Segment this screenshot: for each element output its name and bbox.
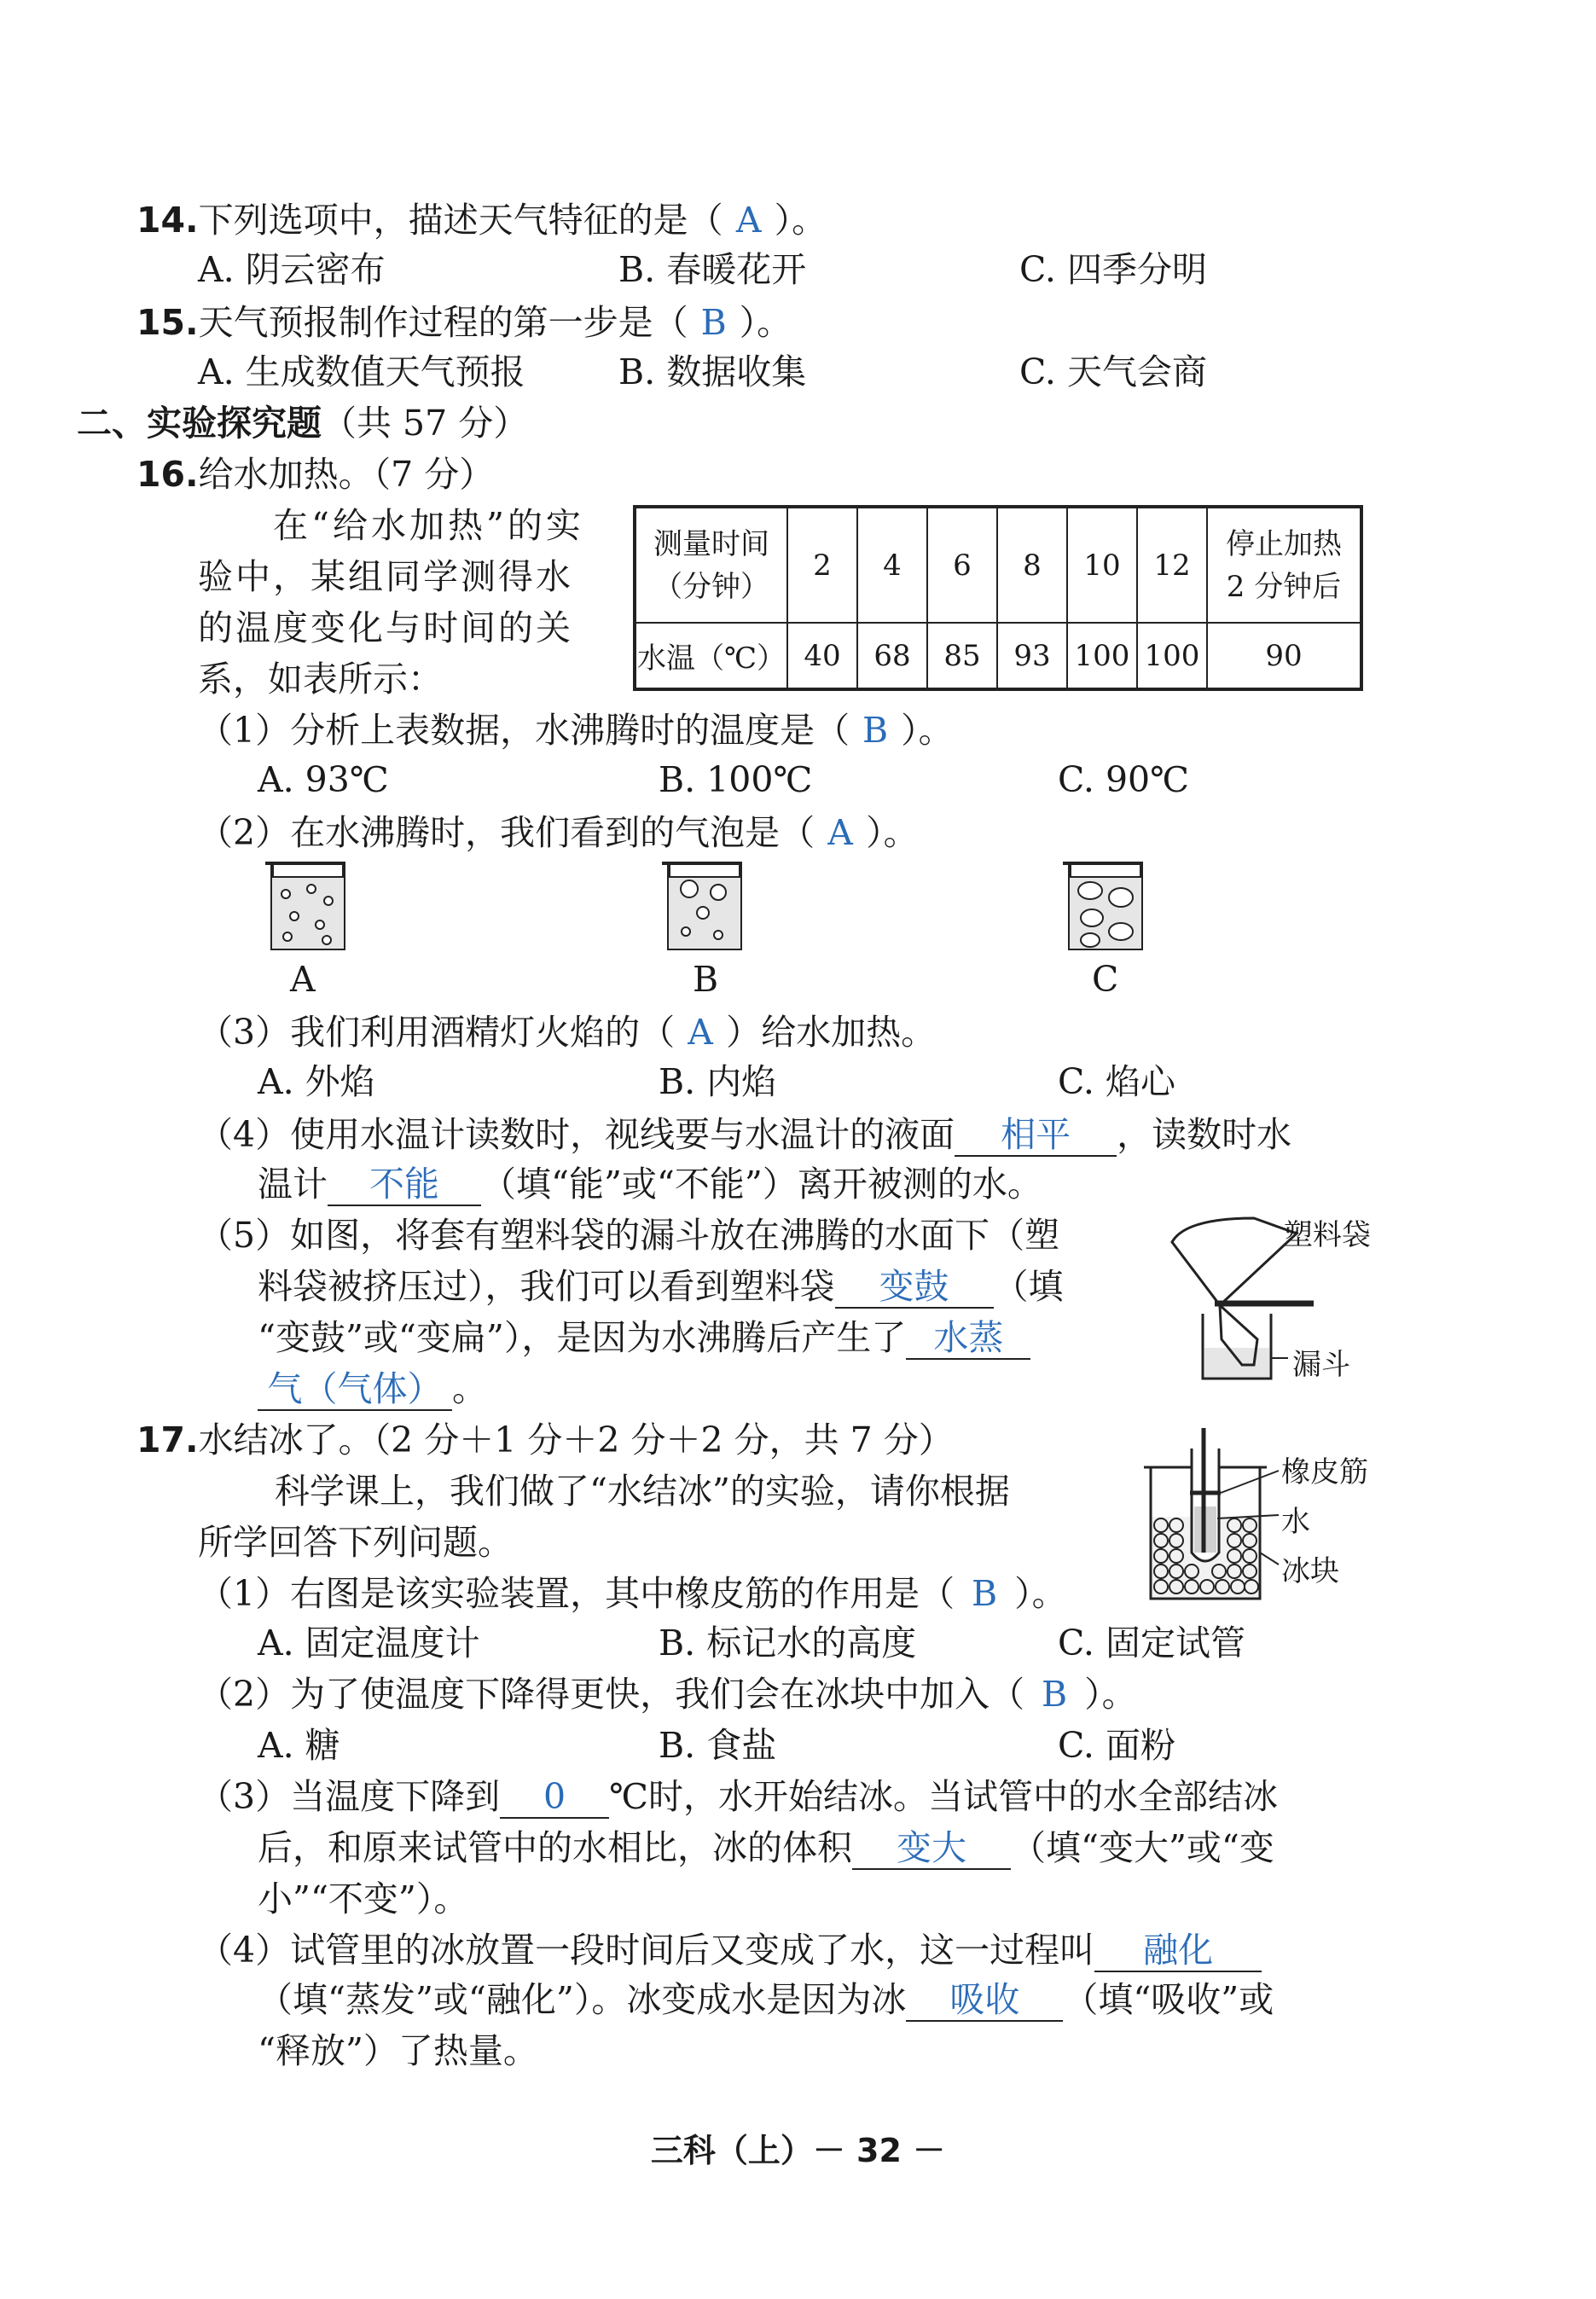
beaker-b-label: B <box>693 959 719 1000</box>
q17-p2-option-c: C. 面粉 <box>1058 1725 1175 1766</box>
q16-p4-blank-1: 相平 <box>955 1114 1117 1157</box>
q16-p2-answer: A <box>827 812 853 853</box>
q16-p1-option-c: C. 90℃ <box>1058 759 1190 800</box>
q17-p3-line-3: 小”“不变”）。 <box>258 1878 469 1919</box>
beaker-c-icon <box>1058 860 1152 954</box>
q16-p1-option-b: B. 100℃ <box>659 759 813 800</box>
beaker-b-icon <box>657 860 751 954</box>
q16-p1-option-a: A. 93℃ <box>258 759 389 800</box>
q17-p2-option-b: B. 食盐 <box>659 1725 777 1766</box>
table-time-cell: 12 <box>1137 507 1207 623</box>
beaker-c-label: C <box>1092 959 1119 1000</box>
q16-p4-blank-2: 不能 <box>328 1164 481 1206</box>
q17-intro-line-1: 科学课上，我们做了“水结冰”的实验，请你根据 <box>275 1471 1010 1512</box>
q16-p4-line-2: 温计 不能 （填“能”或“不能”）离开被测的水。 <box>258 1164 1042 1205</box>
table-header-stop: 停止加热 2 分钟后 <box>1207 507 1361 623</box>
q15-option-c: C. 天气会商 <box>1019 351 1207 392</box>
q17-p2-stem: （2）为了使温度下降得更快，我们会在冰块中加入（ B ）。 <box>198 1670 1137 1718</box>
q16-p3-stem: （3）我们利用酒精灯火焰的（ A ）给水加热。 <box>198 1008 936 1056</box>
q16-p3-option-a: A. 外焰 <box>258 1061 375 1102</box>
q16-title: 16.给水加热。（7 分） <box>136 454 495 495</box>
q14-option-a: A. 阴云密布 <box>198 249 386 290</box>
table-header-time: 测量时间 （分钟） <box>635 507 787 623</box>
q17-p3-line-1: （3）当温度下降到 0 ℃时，水开始结冰。当试管中的水全部结冰 <box>198 1776 1278 1817</box>
q16-p3-option-c: C. 焰心 <box>1058 1061 1175 1102</box>
q17-p4-line-3: “释放”）了热量。 <box>258 2030 538 2071</box>
q15-option-b: B. 数据收集 <box>618 351 807 392</box>
table-temp-cell: 85 <box>927 623 997 689</box>
q17-p2-answer: B <box>1042 1674 1068 1715</box>
q16-p3-answer: A <box>688 1012 713 1053</box>
q17-p1-option-a: A. 固定温度计 <box>258 1623 480 1663</box>
q16-intro-line-4: 系，如表所示： <box>198 659 443 700</box>
label-ice: 冰块 <box>1281 1554 1339 1588</box>
q16-intro-line-3: 的温度变化与时间的关 <box>198 607 573 648</box>
q16-p2-stem: （2）在水沸腾时，我们看到的气泡是（ A ）。 <box>198 809 919 856</box>
q16-p1-answer: B <box>862 710 889 751</box>
table-temp-cell: 93 <box>997 623 1067 689</box>
q14-stem: 14.下列选项中，描述天气特征的是（ A ）。 <box>136 196 827 244</box>
label-funnel: 漏斗 <box>1292 1348 1350 1382</box>
q16-p1-stem: （1）分析上表数据，水沸腾时的温度是（ B ）。 <box>198 706 954 754</box>
q15-option-a: A. 生成数值天气预报 <box>198 351 525 392</box>
q17-p1-option-b: B. 标记水的高度 <box>659 1623 917 1663</box>
q16-intro-line-2: 验中，某组同学测得水 <box>198 556 573 597</box>
table-temp-cell: 100 <box>1067 623 1137 689</box>
q14-answer: A <box>735 200 762 241</box>
q16-p5-line-1: （5）如图，将套有塑料袋的漏斗放在沸腾的水面下（塑 <box>198 1215 1060 1256</box>
q16-p3-option-b: B. 内焰 <box>659 1061 777 1102</box>
table-temp-cell: 90 <box>1207 623 1361 689</box>
q16-intro-line-1: 在“给水加热”的实 <box>273 505 584 546</box>
q14-option-b: B. 春暖花开 <box>618 249 807 290</box>
q17-p4-line-1: （4）试管里的冰放置一段时间后又变成了水，这一过程叫 融化 <box>198 1926 1262 1974</box>
page-footer: 三科（上）－ 32 － <box>650 2132 946 2169</box>
label-rubber-band: 橡皮筋 <box>1281 1455 1368 1489</box>
table-temp-cell: 68 <box>857 623 927 689</box>
q16-p5-blank-2b: 气（气体） <box>258 1368 452 1411</box>
q15-answer: B <box>700 302 727 343</box>
ice-experiment-diagram <box>1139 1425 1284 1604</box>
q17-intro-line-2: 所学回答下列问题。 <box>198 1522 513 1563</box>
table-time-cell: 10 <box>1067 507 1137 623</box>
table-time-cell: 2 <box>787 507 857 623</box>
plastic-bag-icon <box>1172 1218 1297 1305</box>
q17-p1-stem: （1）右图是该实验装置，其中橡皮筋的作用是（ B ）。 <box>198 1570 1067 1617</box>
q17-p4-blank-1: 融化 <box>1094 1930 1262 1972</box>
q16-p5-blank-1: 变鼓 <box>835 1266 994 1309</box>
q17-p3-blank-1: 0 <box>500 1776 609 1819</box>
q16-p4-line-1: （4）使用水温计读数时，视线要与水温计的液面 相平 ，读数时水 <box>198 1114 1292 1155</box>
temperature-table <box>633 505 1363 691</box>
section-heading: 二、实验探究题（共 57 分） <box>77 403 529 444</box>
table-time-cell: 6 <box>927 507 997 623</box>
q14-option-c: C. 四季分明 <box>1019 249 1207 290</box>
q16-p5-line-3: “变鼓”或“变扁”），是因为水沸腾后产生了 水蒸 <box>258 1314 1030 1361</box>
q15-stem: 15.天气预报制作过程的第一步是（ B ）。 <box>136 299 792 346</box>
q16-p5-line-4: 气（气体） 。 <box>258 1365 487 1413</box>
q17-p2-option-a: A. 糖 <box>258 1725 340 1766</box>
label-water: 水 <box>1281 1505 1310 1539</box>
q17-p4-blank-2: 吸收 <box>906 1979 1063 2022</box>
beaker-a-icon <box>260 860 354 954</box>
table-time-cell: 4 <box>857 507 927 623</box>
table-row-label: 水温（℃） <box>635 623 787 689</box>
q17-p1-option-c: C. 固定试管 <box>1058 1623 1245 1663</box>
label-plastic-bag: 塑料袋 <box>1284 1218 1371 1252</box>
q17-title: 17.水结冰了。（2 分＋1 分＋2 分＋2 分，共 7 分） <box>136 1419 954 1460</box>
beaker-a-label: A <box>290 959 316 1000</box>
q17-p3-line-2: 后，和原来试管中的水相比，冰的体积 变大 （填“变大”或“变 <box>258 1827 1274 1868</box>
q17-p3-blank-2: 变大 <box>852 1827 1011 1870</box>
table-time-cell: 8 <box>997 507 1067 623</box>
q17-p4-line-2: （填“蒸发”或“融化”）。冰变成水是因为冰 吸收 （填“吸收”或 <box>258 1979 1274 2020</box>
q17-p1-answer: B <box>972 1573 998 1614</box>
q16-p5-line-2: 料袋被挤压过），我们可以看到塑料袋 变鼓 （填 <box>258 1266 1064 1307</box>
table-temp-cell: 40 <box>787 623 857 689</box>
q16-p5-blank-2a: 水蒸 <box>906 1317 1030 1360</box>
table-temp-cell: 100 <box>1137 623 1207 689</box>
